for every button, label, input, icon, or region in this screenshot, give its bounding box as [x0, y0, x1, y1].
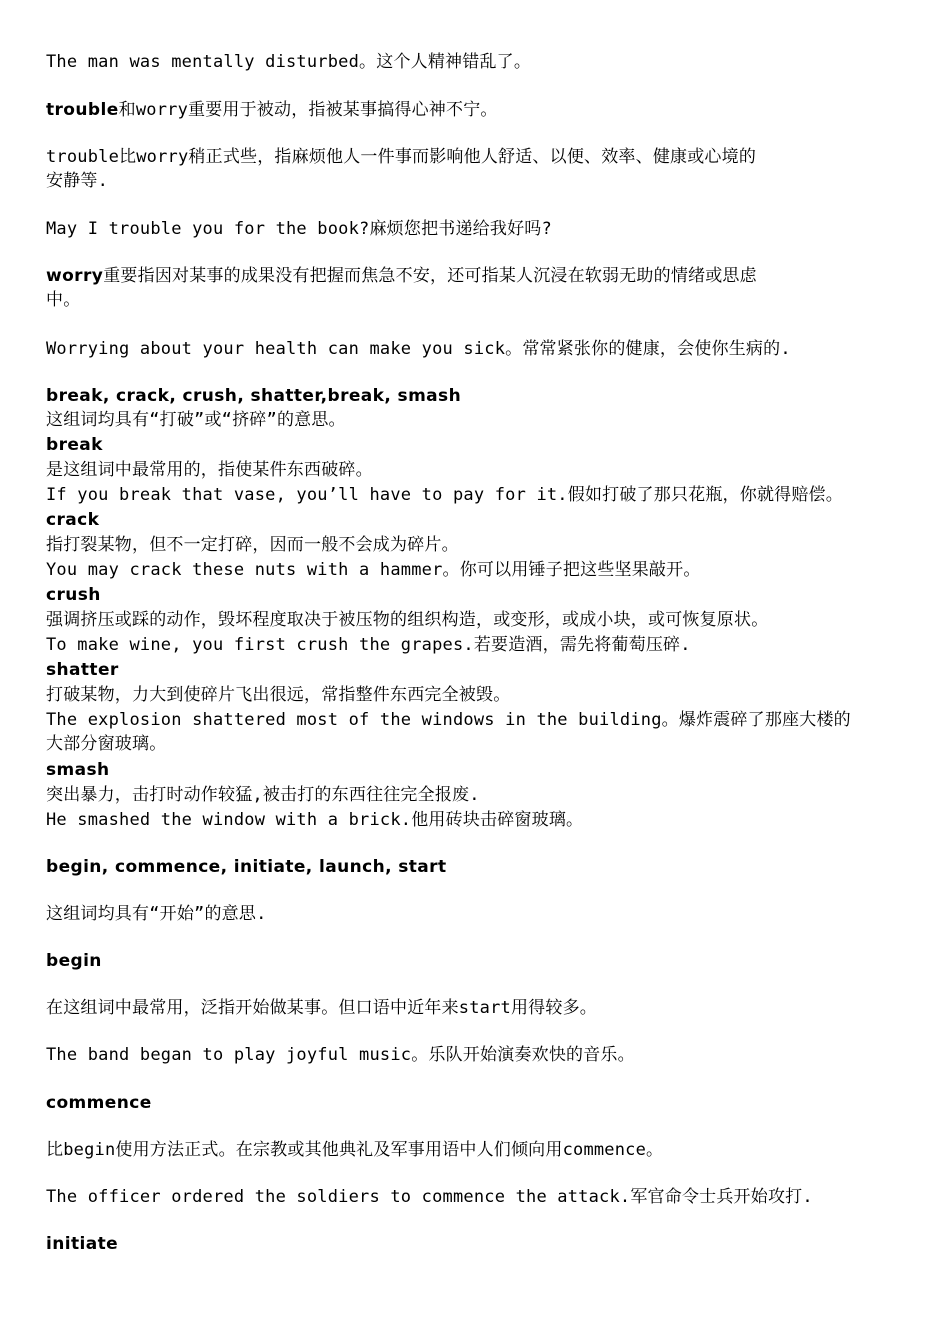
trouble-usage-text: 和worry重要用于被动，指被某事搞得心神不宁。 — [118, 100, 498, 120]
example-sentence-trouble: May I trouble you for the book?麻烦您把书递给我好吗? — [46, 219, 552, 239]
trouble-definition-line-2: 安静等. — [46, 171, 109, 191]
example-sentence-begin: The band began to play joyful music。乐队开始演奏欢快的音乐。 — [46, 1045, 635, 1065]
commence-definition: 比begin使用方法正式。在宗教或其他典礼及军事用语中人们倾向用commence。 — [46, 1140, 664, 1160]
crush-definition: 强调挤压或踩的动作，毁坏程度取决于被压物的组织构造，或变形，或成小块，或可恢复原状。 — [46, 610, 769, 630]
example-sentence-break: If you break that vase, you’ll have to pay for it.假如打破了那只花瓶，你就得赔偿。 — [46, 485, 843, 505]
example-sentence-shatter-line-2: 大部分窗玻璃。 — [46, 734, 167, 754]
shatter-definition: 打破某物，力大到使碎片飞出很远，常指整件东西完全被毁。 — [46, 685, 511, 705]
example-sentence-disturbed: The man was mentally disturbed。这个人精神错乱了。 — [46, 52, 532, 72]
term-initiate: initiate — [46, 1234, 119, 1254]
break-group-meaning: 这组词均具有“打破”或“挤碎”的意思。 — [46, 410, 346, 430]
begin-definition: 在这组词中最常用，泛指开始做某事。但口语中近年来start用得较多。 — [46, 998, 597, 1018]
example-sentence-crush: To make wine, you first crush the grapes.若要造酒，需先将葡萄压碎. — [46, 635, 691, 655]
section-heading-break-group: break, crack, crush, shatter,break, smash — [46, 386, 462, 406]
break-definition: 是这组词中最常用的，指使某件东西破碎。 — [46, 460, 373, 480]
example-sentence-worry: Worrying about your health can make you sick。常常紧张你的健康，会使你生病的. — [46, 339, 791, 359]
term-worry: worry — [46, 266, 104, 286]
smash-definition: 突出暴力，击打时动作较猛,被击打的东西往往完全报废. — [46, 785, 480, 805]
worry-definition-line-1 — [46, 264, 926, 288]
section-heading-begin-group: begin, commence, initiate, launch, start — [46, 857, 447, 877]
term-shatter: shatter — [46, 660, 119, 680]
crack-definition: 指打裂某物，但不一定打碎，因而一般不会成为碎片。 — [46, 535, 459, 555]
worry-definition-text: 重要指因对某事的成果没有把握而焦急不安，还可指某人沉浸在软弱无助的情绪或思虑 — [103, 266, 757, 286]
begin-group-meaning: 这组词均具有“开始”的意思. — [46, 904, 267, 924]
term-commence: commence — [46, 1093, 152, 1113]
term-crush: crush — [46, 585, 101, 605]
trouble-definition-line-1: trouble比worry稍正式些，指麻烦他人一件事而影响他人舒适、以便、效率、健康或心境的 — [46, 147, 757, 167]
term-smash: smash — [46, 760, 110, 780]
example-sentence-shatter-line-1: The explosion shattered most of the windows in the building。爆炸震碎了那座大楼的 — [46, 710, 851, 730]
trouble-usage-note — [46, 98, 926, 122]
example-sentence-commence: The officer ordered the soldiers to commence the attack.军官命令士兵开始攻打. — [46, 1187, 813, 1207]
term-begin: begin — [46, 951, 102, 971]
term-break: break — [46, 435, 103, 455]
term-trouble: trouble — [46, 100, 119, 120]
example-sentence-crack: You may crack these nuts with a hammer。你可以用锤子把这些坚果敲开。 — [46, 560, 701, 580]
example-sentence-smash: He smashed the window with a brick.他用砖块击碎窗玻璃。 — [46, 810, 584, 830]
term-crack: crack — [46, 510, 100, 530]
worry-definition-line-2: 中。 — [46, 290, 81, 310]
